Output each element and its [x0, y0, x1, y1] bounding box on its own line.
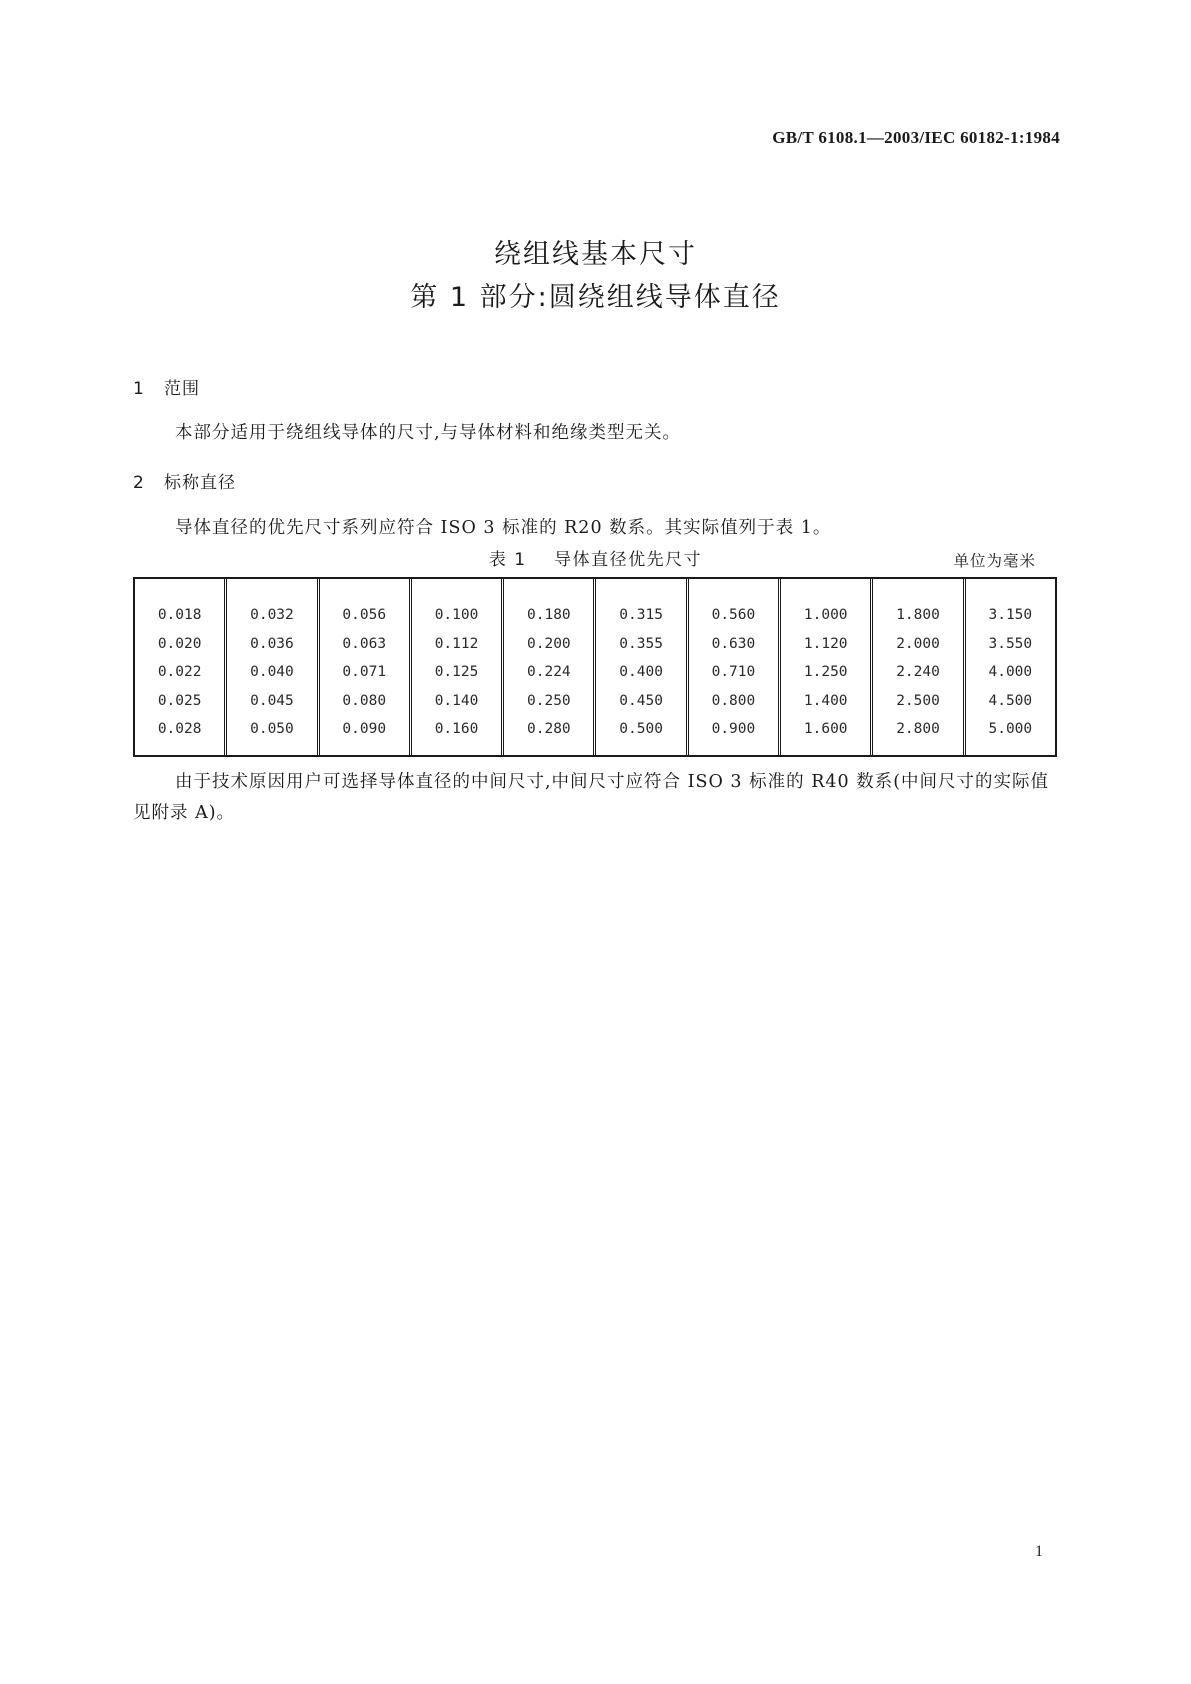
table-cell: 0.090: [342, 721, 387, 738]
table-column: [224, 579, 316, 755]
document-subtitle: 第 1 部分:圆绕组线导体直径: [410, 282, 781, 313]
table-cell: 0.125: [434, 664, 479, 681]
table-cell: 0.056: [342, 607, 387, 623]
table-cell: 4.500: [988, 692, 1033, 709]
table-cell: 0.224: [527, 664, 571, 681]
table-column: [409, 579, 501, 755]
table-caption: 表 1 导体直径优先尺寸: [488, 550, 703, 570]
table-column: [870, 579, 962, 755]
table-cell: 1.250: [803, 664, 848, 681]
table-cell: 5.000: [988, 721, 1033, 738]
table-cell: 0.160: [434, 721, 479, 738]
table-column: [317, 579, 409, 755]
table-cell: 1.000: [803, 607, 848, 623]
section-title: 范围: [164, 379, 200, 399]
table-cell: 0.450: [619, 692, 663, 709]
page-number: 1: [1035, 1543, 1043, 1560]
table-cell: 1.400: [803, 692, 848, 709]
table-cell: 0.018: [157, 607, 202, 623]
table-cell: 0.900: [711, 721, 756, 738]
table-cell: 0.140: [434, 692, 479, 709]
table-cell: 0.050: [250, 721, 294, 738]
document-title: 绕组线基本尺寸: [494, 239, 697, 270]
table-cell: 0.200: [527, 635, 571, 652]
table-cell: 0.180: [527, 607, 571, 623]
table-cell: 0.250: [527, 692, 571, 709]
table-cell: 0.355: [619, 635, 663, 652]
table-cell: 0.032: [250, 607, 294, 623]
table-column: [963, 579, 1055, 755]
table-cell: 0.028: [157, 721, 202, 738]
table-cell: 1.120: [803, 635, 848, 652]
table-column: [686, 579, 778, 755]
table-cell: 0.400: [619, 664, 663, 681]
table-cell: 2.000: [896, 635, 940, 652]
table-cell: 0.280: [527, 721, 571, 738]
nominal-diameter-paragraph: 导体直径的优先尺寸系列应符合 ISO 3 标准的 R20 数系。其实际值列于表 1。: [175, 518, 832, 538]
table-cell: 0.036: [250, 635, 294, 652]
section-title: 标称直径: [164, 473, 236, 493]
table-cell: 0.315: [619, 607, 663, 623]
table-cell: 2.800: [896, 721, 940, 738]
table-cell: 1.800: [896, 607, 940, 623]
table-cell: 0.800: [711, 692, 756, 709]
table-cell: 1.600: [803, 721, 848, 738]
table-cell: 2.240: [896, 664, 940, 681]
table-unit-label: 单位为毫米: [953, 552, 1036, 570]
table-column: [778, 579, 870, 755]
intermediate-size-note: 由于技术原因用户可选择导体直径的中间尺寸,中间尺寸应符合 ISO 3 标准的 R40 数系(中间尺寸的实际值见附录 A)。: [133, 772, 1050, 823]
table-cell: 3.150: [988, 607, 1033, 623]
standard-code: GB/T 6108.1—2003/IEC 60182-1:1984: [772, 128, 1060, 147]
table-cell: 0.080: [342, 692, 387, 709]
section-heading-scope: [133, 374, 200, 399]
table-cell: 4.000: [988, 664, 1033, 681]
table-cell: 0.025: [157, 692, 202, 709]
table-cell: 0.063: [342, 635, 387, 652]
table-column: [501, 579, 593, 755]
section-number: 1: [133, 379, 145, 399]
table-column: [135, 579, 224, 755]
table-cell: 0.630: [711, 635, 756, 652]
table-cell: 0.020: [157, 635, 202, 652]
table-cell: 0.040: [250, 664, 294, 681]
table-cell: 0.045: [250, 692, 294, 709]
table-cell: 0.710: [711, 664, 756, 681]
table-cell: 0.560: [711, 607, 756, 623]
section-heading-nominal-diameter: [133, 468, 236, 493]
preferred-diameter-table: [133, 577, 1057, 757]
table-cell: 0.112: [434, 635, 479, 652]
table-cell: 0.022: [157, 664, 202, 681]
table-cell: 0.071: [342, 664, 387, 681]
table-cell: 0.100: [434, 607, 479, 623]
table-cell: 3.550: [988, 635, 1033, 652]
table-cell: 2.500: [896, 692, 940, 709]
scope-paragraph: 本部分适用于绕组线导体的尺寸,与导体材料和绝缘类型无关。: [175, 423, 682, 443]
table-column: [593, 579, 685, 755]
table-cell: 0.500: [619, 721, 663, 738]
section-number: 2: [133, 473, 145, 493]
